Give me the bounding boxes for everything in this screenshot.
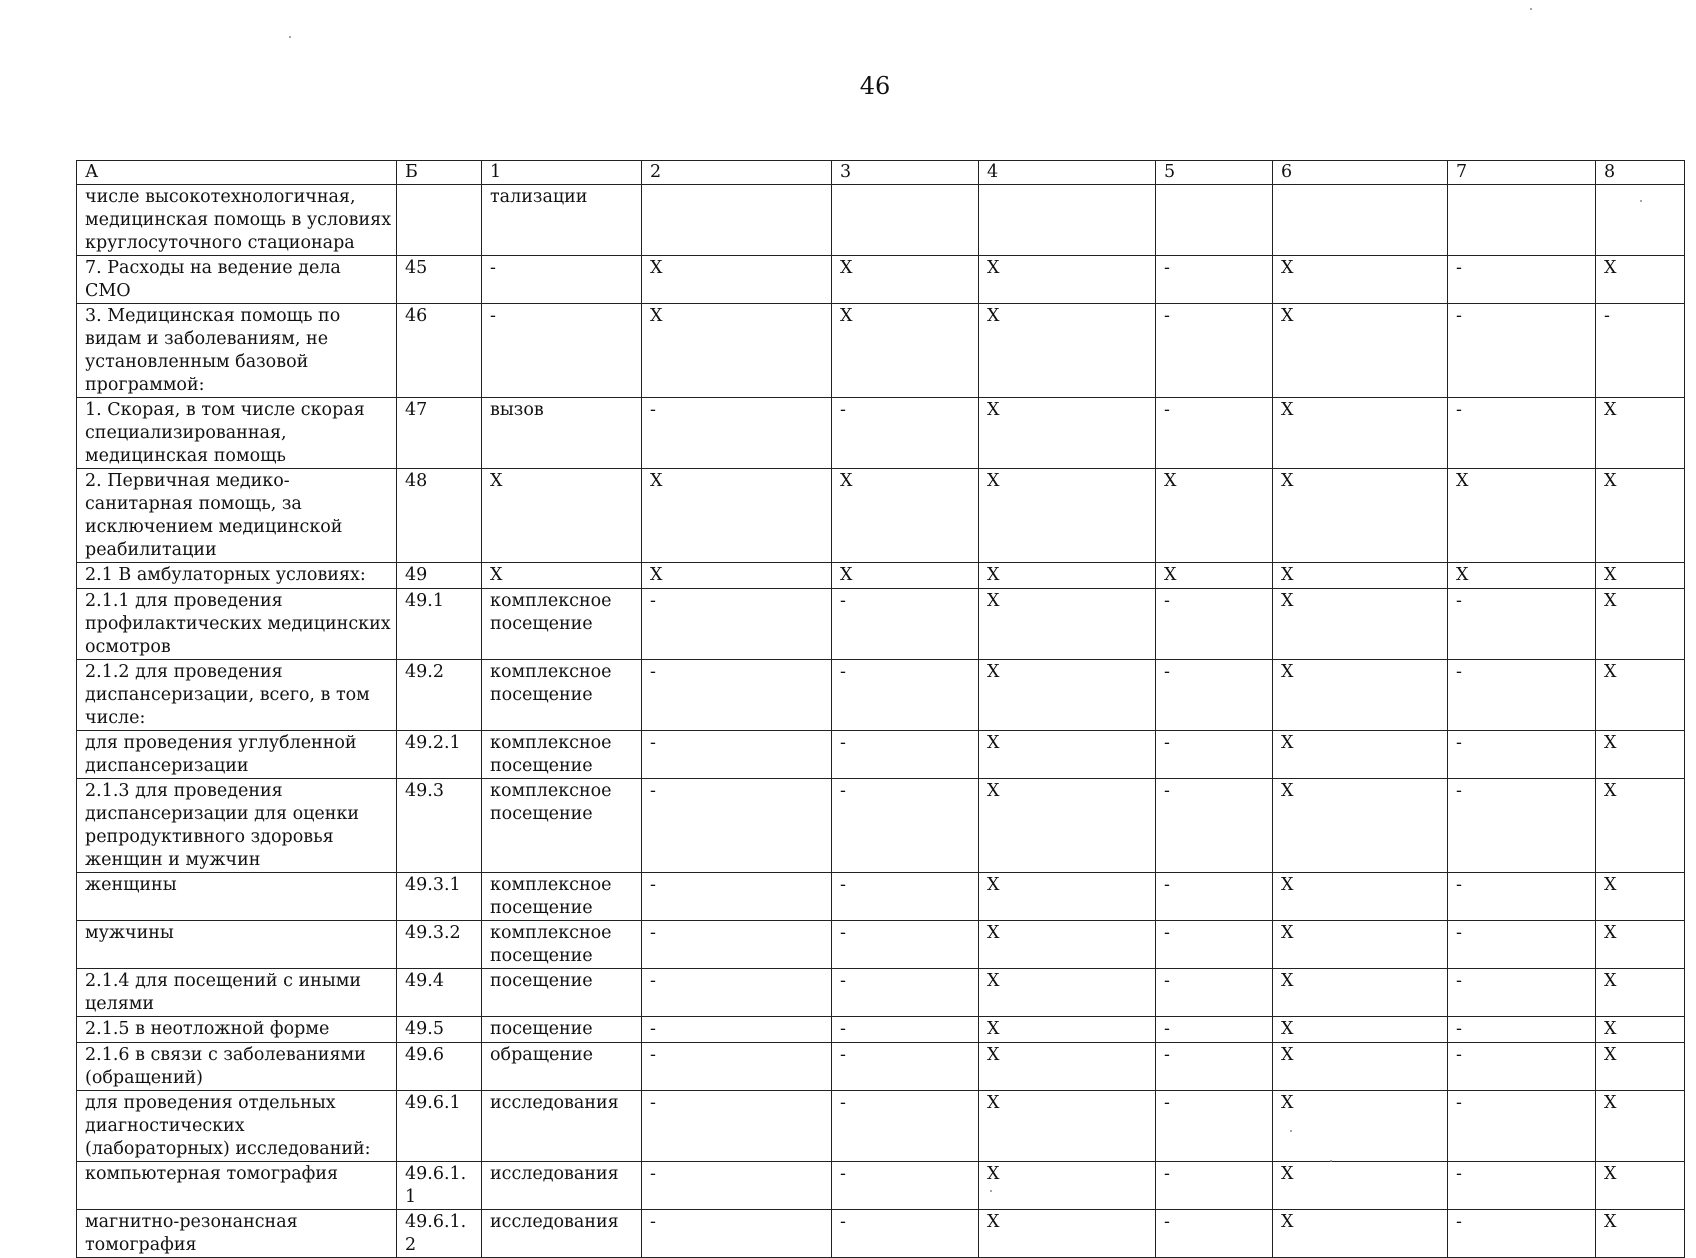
table-cell: - bbox=[1156, 873, 1273, 921]
table-row bbox=[77, 969, 1685, 1017]
table-cell: Х bbox=[1596, 398, 1685, 469]
column-header-5: 5 bbox=[1156, 161, 1273, 185]
table-cell: - bbox=[1448, 1210, 1596, 1258]
table-cell: тализации bbox=[482, 185, 642, 256]
table-cell: 49.5 bbox=[397, 1017, 482, 1043]
table-cell: - bbox=[1156, 1043, 1273, 1091]
table-cell: Х bbox=[979, 589, 1156, 660]
scan-speck bbox=[990, 1190, 992, 1192]
table-cell: - bbox=[642, 1091, 832, 1162]
table-cell: обращение bbox=[482, 1043, 642, 1091]
table-cell: - bbox=[832, 921, 979, 969]
table-cell: 49.6.1.2 bbox=[397, 1210, 482, 1258]
table-header-row bbox=[77, 161, 1685, 185]
table-cell bbox=[642, 185, 832, 256]
table-cell: - bbox=[1448, 1043, 1596, 1091]
table-cell: комплексное посещение bbox=[482, 731, 642, 779]
table-cell: - bbox=[1156, 398, 1273, 469]
table-cell: - bbox=[832, 1043, 979, 1091]
data-table bbox=[76, 160, 1685, 1258]
table-cell: Х bbox=[1596, 969, 1685, 1017]
column-header-1: 1 bbox=[482, 161, 642, 185]
table-cell: 49.2 bbox=[397, 660, 482, 731]
table-cell: - bbox=[832, 1091, 979, 1162]
table-cell: - bbox=[642, 779, 832, 873]
column-header-2: 2 bbox=[642, 161, 832, 185]
table-cell bbox=[832, 185, 979, 256]
table-cell: 2.1.4 для посещений с иными целями bbox=[77, 969, 397, 1017]
scan-speck bbox=[1330, 1160, 1332, 1162]
table-cell: - bbox=[482, 256, 642, 304]
table-row bbox=[77, 921, 1685, 969]
table-cell: Х bbox=[979, 1091, 1156, 1162]
table-cell: - bbox=[1156, 660, 1273, 731]
table-cell: числе высокотехнологичная, медицинская помощь в условиях круглосуточного стационара bbox=[77, 185, 397, 256]
table-cell: Х bbox=[832, 563, 979, 589]
table-cell: - bbox=[1156, 256, 1273, 304]
table-cell: - bbox=[642, 660, 832, 731]
page-number: 46 bbox=[859, 72, 891, 100]
table-cell: Х bbox=[642, 469, 832, 563]
column-header-8: 8 bbox=[1596, 161, 1685, 185]
table-cell: - bbox=[1448, 589, 1596, 660]
table-cell bbox=[1448, 185, 1596, 256]
table-cell: - bbox=[1448, 731, 1596, 779]
scan-speck bbox=[1290, 1130, 1292, 1132]
table-cell: комплексное посещение bbox=[482, 589, 642, 660]
table-cell: Х bbox=[1596, 873, 1685, 921]
table-cell: Х bbox=[1596, 469, 1685, 563]
table-cell bbox=[1596, 185, 1685, 256]
table-cell: Х bbox=[642, 304, 832, 398]
table-row bbox=[77, 256, 1685, 304]
table-cell: 2.1.2 для проведения диспансеризации, всего, в том числе: bbox=[77, 660, 397, 731]
table-cell: - bbox=[1156, 779, 1273, 873]
scan-speck bbox=[1530, 8, 1532, 10]
table-cell: Х bbox=[1448, 469, 1596, 563]
table-cell: Х bbox=[1273, 1043, 1448, 1091]
table-cell: 47 bbox=[397, 398, 482, 469]
table-cell: - bbox=[1448, 1091, 1596, 1162]
table-cell: Х bbox=[1273, 256, 1448, 304]
table-cell: - bbox=[1156, 731, 1273, 779]
table-cell: Х bbox=[1273, 563, 1448, 589]
table-cell: Х bbox=[1273, 1162, 1448, 1210]
table-cell: Х bbox=[642, 256, 832, 304]
table-cell: - bbox=[482, 304, 642, 398]
table-cell: Х bbox=[979, 304, 1156, 398]
table-cell: - bbox=[642, 969, 832, 1017]
table-row bbox=[77, 1162, 1685, 1210]
table-cell: Х bbox=[979, 563, 1156, 589]
table-cell: Х bbox=[1596, 921, 1685, 969]
table-cell: - bbox=[1156, 304, 1273, 398]
table-cell: 49.6.1.1 bbox=[397, 1162, 482, 1210]
table-cell bbox=[979, 185, 1156, 256]
table-cell: - bbox=[1448, 873, 1596, 921]
table-cell: мужчины bbox=[77, 921, 397, 969]
table-cell: - bbox=[1156, 921, 1273, 969]
table-cell: - bbox=[832, 1162, 979, 1210]
table-cell: Х bbox=[979, 469, 1156, 563]
table-cell: - bbox=[1448, 779, 1596, 873]
table-cell: Х bbox=[1273, 660, 1448, 731]
table-cell: - bbox=[832, 1017, 979, 1043]
table-cell: Х bbox=[979, 921, 1156, 969]
column-header-a: А bbox=[77, 161, 397, 185]
table-cell: - bbox=[1448, 921, 1596, 969]
table-cell: для проведения углубленной диспансеризации bbox=[77, 731, 397, 779]
table-cell: - bbox=[642, 731, 832, 779]
table-cell: 49.3.1 bbox=[397, 873, 482, 921]
table-cell: - bbox=[642, 1017, 832, 1043]
table-cell: - bbox=[1156, 1210, 1273, 1258]
table-cell: Х bbox=[1596, 660, 1685, 731]
table-row bbox=[77, 589, 1685, 660]
table-cell: Х bbox=[1596, 779, 1685, 873]
table-cell: 49 bbox=[397, 563, 482, 589]
table-cell: - bbox=[642, 589, 832, 660]
table-cell: Х bbox=[642, 563, 832, 589]
table-cell: - bbox=[1156, 589, 1273, 660]
table-cell: - bbox=[642, 1162, 832, 1210]
table-cell: - bbox=[1448, 1162, 1596, 1210]
table-cell: 49.3 bbox=[397, 779, 482, 873]
table-cell: Х bbox=[979, 398, 1156, 469]
table-row bbox=[77, 1091, 1685, 1162]
table-cell: 45 bbox=[397, 256, 482, 304]
table-cell: Х bbox=[1596, 731, 1685, 779]
table-cell: исследования bbox=[482, 1162, 642, 1210]
table-cell: - bbox=[1156, 1162, 1273, 1210]
table-cell: - bbox=[1448, 304, 1596, 398]
table-row bbox=[77, 185, 1685, 256]
table-cell: - bbox=[832, 589, 979, 660]
table-cell: - bbox=[832, 1210, 979, 1258]
table-cell: Х bbox=[1596, 1043, 1685, 1091]
table-cell: - bbox=[1448, 969, 1596, 1017]
table-cell: посещение bbox=[482, 969, 642, 1017]
table-cell: - bbox=[642, 1043, 832, 1091]
table-cell: - bbox=[1448, 398, 1596, 469]
table-cell: исследования bbox=[482, 1210, 642, 1258]
table-cell: 3. Медицинская помощь по видам и заболеваниям, не установленным базовой программой: bbox=[77, 304, 397, 398]
table-cell: Х bbox=[1596, 563, 1685, 589]
table-row bbox=[77, 731, 1685, 779]
scan-speck bbox=[289, 36, 291, 38]
table-cell: Х bbox=[979, 779, 1156, 873]
table-cell: Х bbox=[1596, 256, 1685, 304]
table-cell: Х bbox=[832, 304, 979, 398]
table-cell: 49.3.2 bbox=[397, 921, 482, 969]
table-cell: Х bbox=[1273, 304, 1448, 398]
table-cell: Х bbox=[1273, 1210, 1448, 1258]
table-cell: исследования bbox=[482, 1091, 642, 1162]
table-cell: 49.6 bbox=[397, 1043, 482, 1091]
table-cell: Х bbox=[1273, 1091, 1448, 1162]
table-cell: - bbox=[832, 731, 979, 779]
table-cell: Х bbox=[1273, 731, 1448, 779]
column-header-7: 7 bbox=[1448, 161, 1596, 185]
table-cell: комплексное посещение bbox=[482, 660, 642, 731]
table-cell: компьютерная томография bbox=[77, 1162, 397, 1210]
table-cell: Х bbox=[1273, 779, 1448, 873]
table-row bbox=[77, 469, 1685, 563]
table-cell: - bbox=[1448, 660, 1596, 731]
table-cell: Х bbox=[1273, 469, 1448, 563]
column-header-4: 4 bbox=[979, 161, 1156, 185]
table-cell: 49.4 bbox=[397, 969, 482, 1017]
table-cell: Х bbox=[979, 969, 1156, 1017]
table-row bbox=[77, 304, 1685, 398]
table-cell: - bbox=[1596, 304, 1685, 398]
table-cell: 49.1 bbox=[397, 589, 482, 660]
table-cell: 7. Расходы на ведение дела СМО bbox=[77, 256, 397, 304]
table-cell: Х bbox=[832, 256, 979, 304]
table-row bbox=[77, 660, 1685, 731]
table-cell: - bbox=[832, 779, 979, 873]
table-cell: 2. Первичная медико-санитарная помощь, за исключением медицинской реабилитации bbox=[77, 469, 397, 563]
table-cell: 49.2.1 bbox=[397, 731, 482, 779]
table-cell: - bbox=[1156, 1017, 1273, 1043]
table-cell: 48 bbox=[397, 469, 482, 563]
table-cell: Х bbox=[979, 873, 1156, 921]
table-cell: женщины bbox=[77, 873, 397, 921]
table-row bbox=[77, 563, 1685, 589]
table-cell: Х bbox=[979, 256, 1156, 304]
table-cell: Х bbox=[482, 469, 642, 563]
column-header-6: 6 bbox=[1273, 161, 1448, 185]
table-cell: Х bbox=[1156, 563, 1273, 589]
table-cell: 2.1.1 для проведения профилактических медицинских осмотров bbox=[77, 589, 397, 660]
table-row bbox=[77, 779, 1685, 873]
table-cell: - bbox=[832, 969, 979, 1017]
table-cell: 2.1.5 в неотложной форме bbox=[77, 1017, 397, 1043]
table-cell: Х bbox=[1273, 921, 1448, 969]
table-cell: Х bbox=[1596, 1162, 1685, 1210]
table-row bbox=[77, 1210, 1685, 1258]
table-cell: - bbox=[642, 873, 832, 921]
table-cell: Х bbox=[979, 1162, 1156, 1210]
table-cell: - bbox=[1156, 1091, 1273, 1162]
table-cell: магнитно-резонансная томография bbox=[77, 1210, 397, 1258]
table-cell: для проведения отдельных диагностических (лабораторных) исследований: bbox=[77, 1091, 397, 1162]
table-cell: посещение bbox=[482, 1017, 642, 1043]
table-cell: Х bbox=[1596, 589, 1685, 660]
table-row bbox=[77, 1017, 1685, 1043]
table-cell: - bbox=[832, 873, 979, 921]
table-row bbox=[77, 1043, 1685, 1091]
table-cell bbox=[397, 185, 482, 256]
table-cell: Х bbox=[1273, 873, 1448, 921]
table-cell: комплексное посещение bbox=[482, 873, 642, 921]
table-cell: - bbox=[1448, 1017, 1596, 1043]
table-cell: вызов bbox=[482, 398, 642, 469]
table-cell: - bbox=[642, 921, 832, 969]
table-cell: 2.1.6 в связи с заболеваниями (обращений) bbox=[77, 1043, 397, 1091]
table-cell: - bbox=[1448, 256, 1596, 304]
table-cell: Х bbox=[1596, 1091, 1685, 1162]
table-cell: Х bbox=[1273, 1017, 1448, 1043]
column-header-b: Б bbox=[397, 161, 482, 185]
table-cell: Х bbox=[979, 1210, 1156, 1258]
table-cell: 49.6.1 bbox=[397, 1091, 482, 1162]
table-cell: 2.1 В амбулаторных условиях: bbox=[77, 563, 397, 589]
table-cell: 1. Скорая, в том числе скорая специализированная, медицинская помощь bbox=[77, 398, 397, 469]
table-cell: Х bbox=[1156, 469, 1273, 563]
table-cell: Х bbox=[1596, 1017, 1685, 1043]
table-cell bbox=[1156, 185, 1273, 256]
column-header-3: 3 bbox=[832, 161, 979, 185]
table-cell: комплексное посещение bbox=[482, 779, 642, 873]
table-cell: Х bbox=[979, 1043, 1156, 1091]
scan-speck bbox=[1640, 200, 1642, 202]
table-cell: комплексное посещение bbox=[482, 921, 642, 969]
table-cell: Х bbox=[482, 563, 642, 589]
table-cell: - bbox=[642, 1210, 832, 1258]
table-row bbox=[77, 398, 1685, 469]
table-cell: 2.1.3 для проведения диспансеризации для оценки репродуктивного здоровья женщин и мужчин bbox=[77, 779, 397, 873]
table-cell: Х bbox=[979, 731, 1156, 779]
table-cell: 46 bbox=[397, 304, 482, 398]
table-cell: - bbox=[832, 660, 979, 731]
table-cell: - bbox=[832, 398, 979, 469]
table-cell: Х bbox=[979, 1017, 1156, 1043]
table-cell: Х bbox=[1273, 969, 1448, 1017]
table-cell: Х bbox=[1596, 1210, 1685, 1258]
table-cell: - bbox=[1156, 969, 1273, 1017]
table-row bbox=[77, 873, 1685, 921]
table-cell: - bbox=[642, 398, 832, 469]
table-cell bbox=[1273, 185, 1448, 256]
table-cell: Х bbox=[1448, 563, 1596, 589]
table-cell: Х bbox=[1273, 589, 1448, 660]
table-cell: Х bbox=[1273, 398, 1448, 469]
table-cell: Х bbox=[832, 469, 979, 563]
table-cell: Х bbox=[979, 660, 1156, 731]
